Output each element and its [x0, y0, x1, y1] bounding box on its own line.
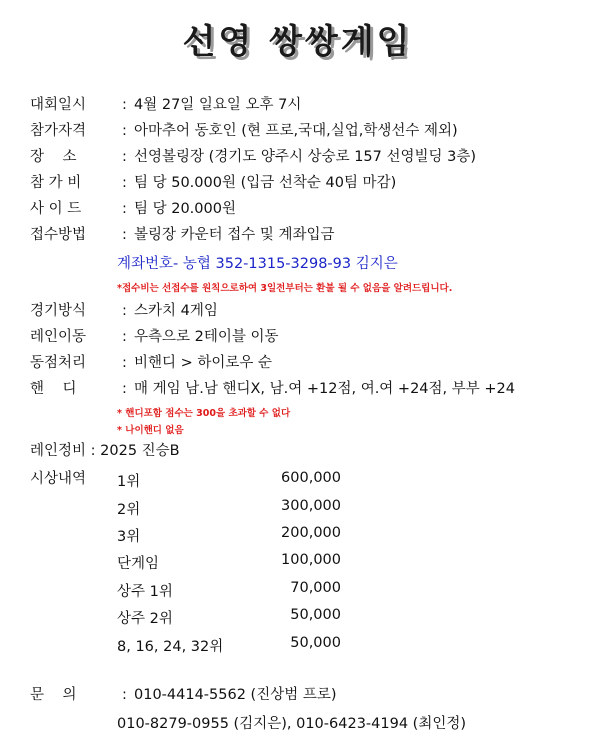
- prize-amount: 50,000: [290, 635, 341, 651]
- prize-rank: 상주 2위: [117, 611, 173, 627]
- prize-rank: 상주 1위: [117, 584, 173, 600]
- field-value: 2025 진승B: [100, 443, 180, 459]
- field-value: 선영볼링장 (경기도 양주시 상숭로 157 선영빌딩 3층): [134, 149, 477, 165]
- prizes-label: 시상내역: [30, 471, 87, 487]
- field-handicap: 핸 디 : 매 게임 남.남 핸디X, 남.여 +12점, 여.여 +24점, 부부 +24: [30, 381, 515, 397]
- field-label: 사 이 드: [30, 201, 82, 217]
- prize-rank: 단게임: [117, 556, 160, 572]
- prize-rank: 1위: [117, 474, 141, 490]
- field-label: 대회일시: [30, 97, 87, 113]
- field-label: 장 소: [30, 149, 77, 165]
- field-label: 접수방법: [30, 227, 87, 243]
- refund-notice: *접수비는 선접수를 원칙으로하여 3일전부터는 환불 될 수 없음을 알려드립니다.: [117, 283, 453, 294]
- handicap-note: * 나이핸디 없음: [117, 425, 184, 436]
- prize-rank: 2위: [117, 502, 141, 518]
- field-value: 팀 당 20.000원: [134, 201, 236, 217]
- field-label: 레인정비: [30, 443, 87, 459]
- field-value: 볼링장 카운터 접수 및 계좌입금: [134, 227, 335, 243]
- field-registration: 접수방법 : 볼링장 카운터 접수 및 계좌입금: [30, 227, 335, 243]
- field-label: 문 의: [30, 687, 77, 703]
- prize-amount: 70,000: [290, 580, 341, 596]
- field-value: 팀 당 50.000원 (입금 선착순 40팀 마감): [134, 175, 397, 191]
- field-label: 레인이동: [30, 329, 87, 345]
- field-label: 경기방식: [30, 303, 87, 319]
- contact-line: 010-4414-5562 (진상범 프로): [134, 687, 337, 703]
- page-title: 선영 쌍쌍게임: [182, 22, 413, 62]
- field-label: 동점처리: [30, 355, 87, 371]
- prize-amount: 600,000: [281, 470, 341, 486]
- field-value: 비핸디 > 하이로우 순: [134, 355, 273, 371]
- handicap-note: * 핸디포함 점수는 300을 초과할 수 없다: [117, 408, 291, 419]
- account-number: 계좌번호- 농협 352-1315-3298-93 김지은: [117, 256, 398, 272]
- prize-amount: 50,000: [290, 607, 341, 623]
- prize-rank: 3위: [117, 529, 141, 545]
- prize-rank: 8, 16, 24, 32위: [117, 639, 224, 655]
- contact-line: 010-8279-0955 (김지은), 010-6423-4194 (최인정): [117, 716, 466, 732]
- field-eligibility: 참가자격 : 아마추어 동호인 (현 프로,국대,실업,학생선수 제외): [30, 123, 458, 139]
- field-value: 스카치 4게임: [134, 303, 218, 319]
- field-date: 대회일시 : 4월 27일 일요일 오후 7시: [30, 97, 302, 113]
- field-venue: 장 소 : 선영볼링장 (경기도 양주시 상숭로 157 선영빌딩 3층): [30, 149, 477, 165]
- contact: 문 의 : 010-4414-5562 (진상범 프로): [30, 687, 337, 703]
- field-value: 4월 27일 일요일 오후 7시: [134, 97, 302, 113]
- field-value: 우측으로 2테이블 이동: [134, 329, 279, 345]
- field-label: 핸 디: [30, 381, 77, 397]
- field-lane-fee: 레인정비 : 2025 진승B: [30, 443, 180, 459]
- field-tie-break: 동점처리 : 비핸디 > 하이로우 순: [30, 355, 273, 371]
- field-value: 아마추어 동호인 (현 프로,국대,실업,학생선수 제외): [134, 123, 458, 139]
- prize-amount: 200,000: [281, 525, 341, 541]
- field-lane-move: 레인이동 : 우측으로 2테이블 이동: [30, 329, 279, 345]
- field-value: 매 게임 남.남 핸디X, 남.여 +12점, 여.여 +24점, 부부 +24: [134, 381, 515, 397]
- field-label: 참 가 비: [30, 175, 82, 191]
- field-label: 참가자격: [30, 123, 87, 139]
- prize-amount: 100,000: [281, 552, 341, 568]
- prize-amount: 300,000: [281, 498, 341, 514]
- field-fee: 참 가 비 : 팀 당 50.000원 (입금 선착순 40팀 마감): [30, 175, 397, 191]
- field-game-format: 경기방식 : 스카치 4게임: [30, 303, 218, 319]
- field-side: 사 이 드 : 팀 당 20.000원: [30, 201, 236, 217]
